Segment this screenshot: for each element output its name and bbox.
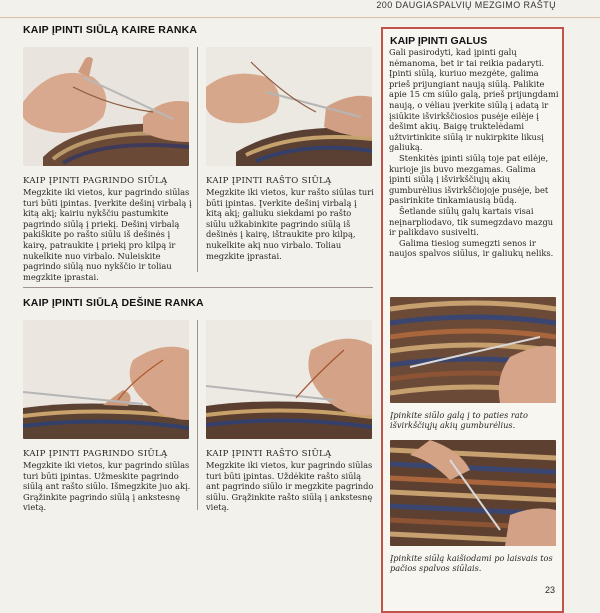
top-rule	[0, 17, 600, 18]
step-text-left-pattern: Megzkite iki vietos, kur rašto siūlas turi būti įpintas. Įverkite dešinį virbalą į kitą akį; galiuku siekdami po rašto siūlu užkabinkite pagrindo siūlą iš dešinės į kairę, ištraukite pro kilpą, nukelkite akį nuo virbalo. Toliau megzkite įprastai.	[206, 187, 374, 261]
sidebar-paragraph: Šetlande siūlų galų kartais visai neįnarpliodavo, tik sumegzdavo mazgu ir palikdavo susivelti.	[389, 205, 554, 238]
running-header: 200 DAUGIASPALVIŲ MEZGIMO RAŠTŲ	[376, 0, 556, 10]
sidebar-title: KAIP ĮPINTI GALUS	[390, 35, 488, 47]
sidebar-paragraph: Galima tiesiog sumegzti senos ir naujos spalvos siūlus, ir galiukų neliks.	[389, 237, 554, 259]
column-divider-bottom	[197, 320, 198, 510]
step-title-left-pattern: KAIP ĮPINTI RAŠTO SIŪLĄ	[206, 176, 332, 186]
page-number: 23	[545, 585, 556, 595]
step-title-right-pattern: KAIP ĮPINTI RAŠTO SIŪLĄ	[206, 449, 332, 459]
photo-right-hand-pattern-yarn	[206, 320, 372, 439]
column-divider-top	[197, 47, 198, 272]
section-separator	[23, 287, 373, 288]
section-title-right-hand: KAIP ĮPINTI SIŪLĄ DEŠINE RANKA	[23, 297, 204, 309]
photo-caption-1: Įpinkite siūlo galą į to paties rato išvirkščiųjų akių gumburėlius.	[390, 410, 528, 431]
photo-caption-2: Įpinkite siūlą kaišiodami po laisvais tos pačios spalvos siūlais.	[390, 553, 553, 574]
photo-left-hand-background-yarn	[23, 47, 189, 166]
sidebar-paragraph: Stenkitės įpinti siūlą toje pat eilėje, kurioje jis buvo mezgamas. Galima įpinti siūlą į išvirkščiųjų akių gumburėlius išvirkščiojoje pusėje, bet pasirinkite tinkamiausią būdą.	[389, 152, 549, 206]
photo-weaving-purl-bumps	[390, 297, 556, 403]
step-text-right-pattern: Megzkite iki vietos, kur pagrindo siūlas turi būti įpintas. Uždėkite rašto siūlą ant pagrindo siūlo ir megzkite pagrindo siūlu. Grąžinkite rašto siūlą į ankstesnę vietą.	[206, 460, 374, 513]
sidebar-text	[389, 47, 559, 259]
step-text-right-background: Megzkite iki vietos, kur pagrindo siūlas turi būti įpintas. Užmeskite pagrindo siūlą ant rašto siūlo. Išmegzkite juo akį. Grąžinkite pagrindo siūlą į ankstesnę vietą.	[23, 460, 191, 513]
step-title-right-background: KAIP ĮPINTI PAGRINDO SIŪLĄ	[23, 449, 168, 459]
photo-weaving-floats	[390, 440, 556, 546]
photo-left-hand-pattern-yarn	[206, 47, 372, 166]
step-text-left-background: Megzkite iki vietos, kur pagrindo siūlas turi būti įpintas. Įverkite dešinį virbalą į kitą akį; kairiu nykščiu pastumkite pagrindo siūlą į priekį. Dešinį virbalą pakiškite po rašto siūlu iš dešinės į kairę, patraukite į priekį pro kilpą ir nukelkite nuo virbalo. Nuleiskite pagrindo siūlą nuo nykščio ir toliau megzkite įprastai.	[23, 187, 192, 282]
photo-right-hand-background-yarn	[23, 320, 189, 439]
sidebar-paragraph: Gali pasirodyti, kad įpinti galų nėmanoma, bet ir tai reikia padaryti. Įpinti siūlą, kuriuo mezgėte, galima prieš prijungiant naują siūlą. Palikite apie 15 cm siūlo galą, prieš prijungdami naują, o vėliau įverkite siūlą į adatą ir įsiūkite išvirkščiosios pusėje eilėje į dešimt akių. Baigę truktelėdami užtvirtinkite siūlą ir nukirpkite likusį galiuką.	[389, 47, 559, 153]
step-title-left-background: KAIP ĮPINTI PAGRINDO SIŪLĄ	[23, 176, 168, 186]
section-title-left-hand: KAIP ĮPINTI SIŪLĄ KAIRE RANKA	[23, 24, 198, 36]
